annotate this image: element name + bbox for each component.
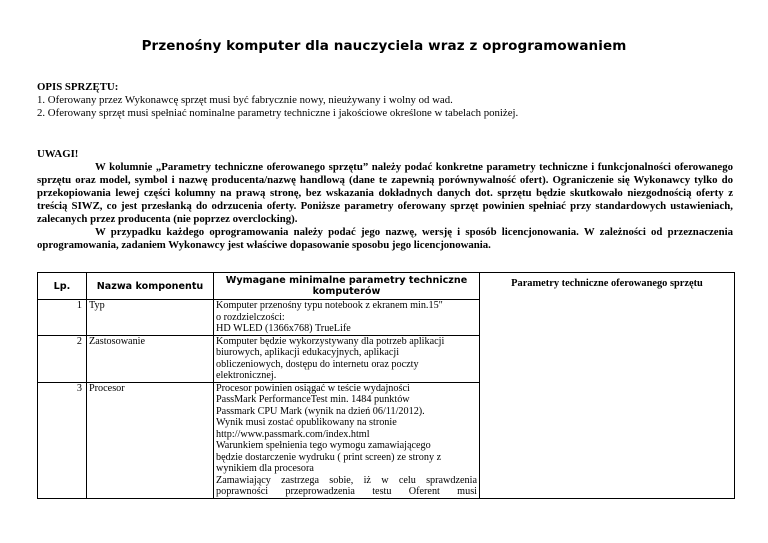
opis-section [37, 81, 733, 120]
header-offered: Parametry techniczne oferowanego sprzętu [480, 273, 735, 499]
row-name: Typ [87, 300, 214, 336]
table-header-row [38, 273, 735, 300]
opis-heading: OPIS SPRZĘTU: [37, 81, 119, 93]
req-line: Komputer przenośny typu notebook z ekranem min.15" [216, 300, 443, 311]
row-required [214, 382, 480, 498]
req-line: http://www.passmark.com/index.html [216, 428, 370, 440]
row-required [214, 300, 480, 336]
req-line: Warunkiem spełnienia tego wymogu zamawiającego [216, 440, 431, 451]
req-line: o rozdzielczości: [216, 311, 285, 323]
uwagi-heading: UWAGI! [37, 148, 79, 160]
req-line: Komputer będzie wykorzystywany dla potrzeb aplikacji [216, 335, 445, 347]
req-line: będzie dostarczenie wydruku ( print screen) ze strony z [216, 451, 442, 463]
req-line: Passmark CPU Mark (wynik na dzień 06/11/2012). [216, 405, 425, 417]
req-line: HD WLED (1366x768) TrueLife [216, 323, 351, 334]
req-line: poprawności przeprowadzenia testu Oferent musi [216, 486, 477, 497]
req-line: Zamawiający zastrzega sobie, iż w celu sprawdzenia [216, 474, 477, 486]
uwagi-paragraph: W przypadku każdego oprogramowania należy podać jego nazwę, wersję i sposób licencjonowania. W zależności od przeznaczenia oprogramowania, zadaniem Wykonawcy jest właściwe dopasowanie sposobu jego licencjonowania. [37, 226, 733, 251]
uwagi-paragraph: W kolumnie „Parametry techniczne oferowanego sprzętu” należy podać konkretne parametry techniczne i funkcjonalności oferowanego sprzętu oraz model, symbol i nazwę producenta/nazwę handlową (dane te zapewnią porównywalność ofert). Ograniczenie się Wykonawcy tylko do przekopiowania lewej części kolumny na prawą stronę, bez wskazania dokładnych danych dot. sprzętu będzie skutkowało niezgodnością oferty z treścią SIWZ, co jest przesłanką do odrzucenia oferty. Poniższe parametry oferowany sprzęt powinien spełniać przy standardowych ustawieniach, zalecanych przez producenta (nie poprzez overclocking). [37, 161, 733, 225]
req-line: PassMark PerformanceTest min. 1484 punktów [216, 394, 410, 405]
row-lp: 1 [38, 300, 87, 336]
opis-item: 1. Oferowany przez Wykonawcę sprzęt musi być fabrycznie nowy, nieużywany i wolny od wad. [37, 94, 453, 106]
req-line: biurowych, aplikacji edukacyjnych, aplikacji [216, 347, 400, 358]
req-line: Wynik musi zostać opublikowany na stronie [216, 417, 397, 428]
document-title: Przenośny komputer dla nauczyciela wraz z oprogramowaniem [141, 38, 627, 54]
header-name: Nazwa komponentu [87, 273, 214, 300]
req-line: elektronicznej. [216, 370, 277, 381]
uwagi-section [37, 148, 733, 252]
req-line: obliczeniowych, dostępu do internetu oraz poczty [216, 358, 419, 370]
header-lp: Lp. [38, 273, 87, 300]
row-name: Zastosowanie [87, 335, 214, 382]
row-name: Procesor [87, 382, 214, 498]
row-required [214, 335, 480, 382]
row-lp: 2 [38, 335, 87, 382]
opis-item: 2. Oferowany sprzęt musi spełniać nominalne parametry techniczne i jakościowe określone w tabelach poniżej. [37, 107, 519, 119]
header-required: Wymagane minimalne parametry techniczne komputerów [214, 273, 480, 300]
row-lp: 3 [38, 382, 87, 498]
req-line: wynikiem dla procesora [216, 463, 314, 474]
req-line: Procesor powinien osiągać w teście wydajności [216, 382, 410, 394]
parameters-table [37, 272, 735, 499]
